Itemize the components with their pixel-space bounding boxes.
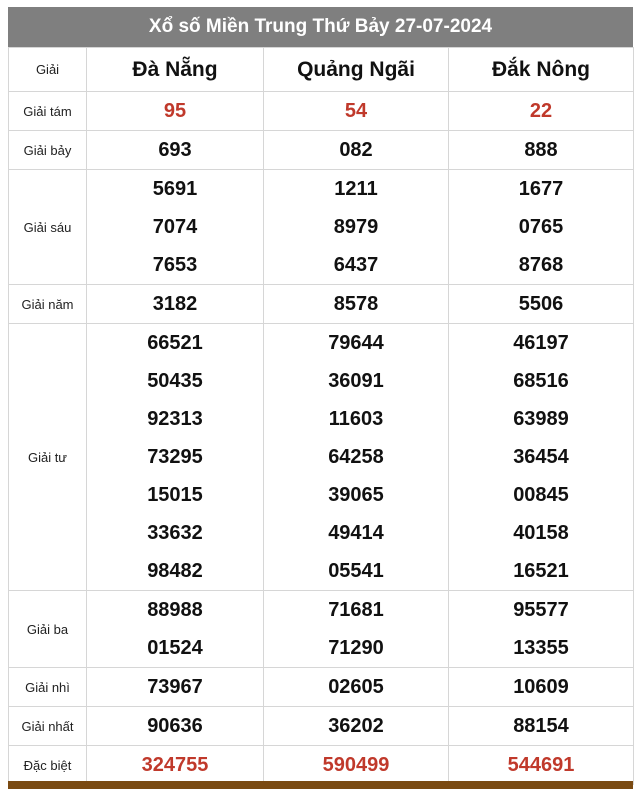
prize-number: 36202 <box>328 715 384 737</box>
prize-label: Giải tám <box>9 92 87 131</box>
prize-number: 66521 <box>147 332 203 354</box>
prize-cell <box>449 746 634 785</box>
prize-row-giai-tu <box>9 324 634 591</box>
prize-cell <box>264 324 449 591</box>
prize-label: Giải năm <box>9 285 87 324</box>
prize-number: 5506 <box>518 293 564 315</box>
prize-number: 15015 <box>147 484 203 506</box>
prize-label: Giải sáu <box>9 170 87 285</box>
prize-number: 082 <box>339 139 373 161</box>
prize-label: Giải nhất <box>9 707 87 746</box>
prize-cell <box>449 668 634 707</box>
prize-number: 95577 <box>513 599 569 621</box>
prize-cell <box>264 170 449 285</box>
prize-cell <box>264 707 449 746</box>
prize-cell <box>87 668 264 707</box>
prize-number: 88988 <box>147 599 203 621</box>
prize-cell <box>449 591 634 668</box>
prize-cell <box>264 746 449 785</box>
prize-cell <box>449 170 634 285</box>
prize-cell <box>87 746 264 785</box>
prize-row-giai-sau <box>9 170 634 285</box>
prize-number: 71290 <box>328 637 384 659</box>
prize-number: 54 <box>344 100 368 122</box>
prize-number: 6437 <box>333 254 379 276</box>
prize-cell <box>264 668 449 707</box>
prize-number: 95 <box>163 100 187 122</box>
page-title: Xổ số Miền Trung Thứ Bảy 27-07-2024 <box>8 7 633 47</box>
prize-row-giai-nam <box>9 285 634 324</box>
prize-number: 13355 <box>513 637 569 659</box>
prize-cell <box>449 131 634 170</box>
prize-cell <box>264 591 449 668</box>
prize-number: 22 <box>529 100 553 122</box>
prize-cell <box>87 707 264 746</box>
prize-number: 79644 <box>328 332 384 354</box>
prize-number: 46197 <box>513 332 569 354</box>
province-header-da-nang[interactable]: Đà Nẵng <box>87 48 264 92</box>
prize-number: 8979 <box>333 216 379 238</box>
prize-row-giai-nhi <box>9 668 634 707</box>
prize-label: Giải ba <box>9 591 87 668</box>
prize-number: 00845 <box>513 484 569 506</box>
prize-number: 7074 <box>152 216 198 238</box>
prize-cell <box>449 285 634 324</box>
prize-number: 7653 <box>152 254 198 276</box>
prize-row-dac-biet <box>9 746 634 785</box>
prize-row-giai-tam <box>9 92 634 131</box>
prize-number: 693 <box>158 139 192 161</box>
prize-label: Giải tư <box>9 324 87 591</box>
prize-number: 888 <box>524 139 558 161</box>
bottom-bar <box>8 781 633 789</box>
prize-number: 544691 <box>507 754 575 776</box>
prize-cell <box>264 285 449 324</box>
prize-number: 0765 <box>518 216 564 238</box>
results-table <box>8 47 634 785</box>
prize-label: Giải nhì <box>9 668 87 707</box>
prize-cell <box>87 170 264 285</box>
prize-number: 324755 <box>141 754 209 776</box>
prize-number: 5691 <box>152 178 198 200</box>
prize-cell <box>87 591 264 668</box>
prize-number: 39065 <box>328 484 384 506</box>
province-header-quang-ngai[interactable]: Quảng Ngãi <box>264 48 449 92</box>
prize-number: 73295 <box>147 446 203 468</box>
prize-cell <box>264 131 449 170</box>
prize-number: 1211 <box>334 178 378 200</box>
prize-cell <box>87 324 264 591</box>
prize-number: 92313 <box>147 408 203 430</box>
prize-number: 68516 <box>513 370 569 392</box>
prize-number: 11603 <box>328 408 384 430</box>
prize-cell <box>449 92 634 131</box>
prize-number: 1677 <box>518 178 564 200</box>
prize-number: 36091 <box>328 370 384 392</box>
prize-number: 10609 <box>513 676 569 698</box>
prize-number: 71681 <box>328 599 384 621</box>
prize-row-giai-bay <box>9 131 634 170</box>
prize-label: Đặc biệt <box>9 746 87 785</box>
prize-cell <box>449 324 634 591</box>
prize-row-giai-ba <box>9 591 634 668</box>
prize-number: 36454 <box>513 446 569 468</box>
prize-column-header: Giải <box>9 48 87 92</box>
prize-number: 40158 <box>513 522 569 544</box>
prize-number: 33632 <box>147 522 203 544</box>
prize-cell <box>264 92 449 131</box>
prize-cell <box>449 707 634 746</box>
prize-row-giai-nhat <box>9 707 634 746</box>
prize-number: 8578 <box>333 293 379 315</box>
prize-number: 590499 <box>322 754 390 776</box>
prize-number: 16521 <box>513 560 569 582</box>
prize-number: 63989 <box>513 408 569 430</box>
prize-number: 02605 <box>328 676 384 698</box>
prize-number: 64258 <box>328 446 384 468</box>
prize-number: 8768 <box>518 254 564 276</box>
prize-number: 49414 <box>328 522 384 544</box>
prize-number: 88154 <box>513 715 569 737</box>
prize-number: 98482 <box>147 560 203 582</box>
prize-cell <box>87 92 264 131</box>
province-header-dak-nong[interactable]: Đắk Nông <box>449 48 634 92</box>
prize-number: 05541 <box>328 560 384 582</box>
prize-cell <box>87 131 264 170</box>
prize-number: 50435 <box>147 370 203 392</box>
header-row <box>9 48 634 92</box>
prize-number: 3182 <box>152 293 198 315</box>
prize-number: 73967 <box>147 676 203 698</box>
prize-label: Giải bảy <box>9 131 87 170</box>
prize-number: 01524 <box>147 637 203 659</box>
prize-number: 90636 <box>147 715 203 737</box>
prize-cell <box>87 285 264 324</box>
